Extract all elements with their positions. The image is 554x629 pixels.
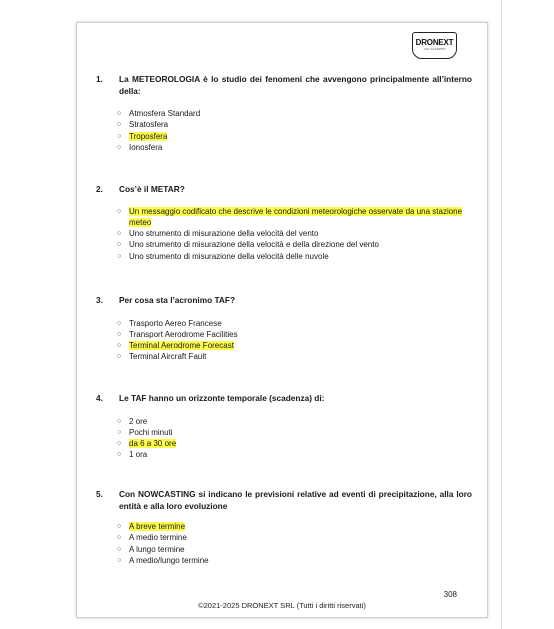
answer-option xyxy=(117,142,472,153)
bullet-icon: ○ xyxy=(117,330,122,338)
option-text: Ionosfera xyxy=(129,142,163,152)
option-text: A medio/lungo termine xyxy=(129,555,209,565)
option-text-highlighted: Terminal Aerodrome Forecast xyxy=(129,341,234,351)
bullet-icon: ○ xyxy=(117,417,122,425)
option-text: A lungo termine xyxy=(129,544,185,554)
option-text: Transport Aerodrome Facilities xyxy=(129,329,238,339)
bullet-icon: ○ xyxy=(117,110,122,117)
dronext-logo xyxy=(412,32,457,59)
answer-option xyxy=(117,416,472,427)
option-text: 1 ora xyxy=(129,450,148,460)
question-text: La METEOROLOGIA è lo studio dei fenomeni che avvengono principalmente all’interno della: xyxy=(119,74,472,96)
option-text: Terminal Aircraft Fault xyxy=(129,352,207,362)
answer-option-correct xyxy=(117,340,472,351)
bullet-icon: ○ xyxy=(117,534,122,542)
answer-options xyxy=(96,318,472,363)
question-number: 1. xyxy=(96,74,103,84)
option-text: A medio termine xyxy=(129,533,187,543)
bullet-icon: ○ xyxy=(117,230,122,238)
question-number: 3. xyxy=(96,295,103,305)
option-text-highlighted: A breve termine xyxy=(129,522,186,531)
bullet-icon: ○ xyxy=(117,252,122,260)
answer-option xyxy=(117,555,472,566)
answer-option xyxy=(117,119,472,130)
question-5 xyxy=(96,489,472,566)
bullet-icon: ○ xyxy=(117,132,122,140)
answer-option xyxy=(117,251,472,262)
answer-option-correct xyxy=(117,438,472,449)
bullet-icon: ○ xyxy=(117,121,122,129)
answer-option xyxy=(117,449,472,460)
question-text: Per cosa sta l’acronimo TAF? xyxy=(119,295,236,305)
answer-option xyxy=(117,427,472,438)
bullet-icon: ○ xyxy=(117,353,122,361)
option-text: Uno strumento di misurazione della velocità delle nuvole xyxy=(129,251,329,261)
logo-subtext: UAV ACADEMY xyxy=(423,47,446,51)
option-text: Uno strumento di misurazione della velocità e della direzione del vento xyxy=(129,240,379,250)
option-text: Pochi minuti xyxy=(129,427,173,437)
option-text-highlighted: Un messaggio codificato che descrive le condizioni meteorologiche osservate da una stazione meteo xyxy=(129,206,463,227)
question-text: Cos’è il METAR? xyxy=(119,184,185,194)
question-1 xyxy=(96,74,472,153)
bullet-icon: ○ xyxy=(117,545,122,553)
option-text: Atmosfera Standard xyxy=(129,109,201,118)
question-3 xyxy=(96,295,472,363)
answer-option xyxy=(117,239,472,250)
bullet-icon: ○ xyxy=(117,319,122,327)
answer-option xyxy=(117,329,472,340)
answer-options xyxy=(96,206,472,262)
answer-option xyxy=(117,318,472,329)
answer-option xyxy=(117,351,472,362)
question-number: 5. xyxy=(96,489,103,499)
logo-text: DRONEXT xyxy=(415,38,454,47)
bullet-icon: ○ xyxy=(117,440,122,448)
option-text-highlighted: da 6 a 30 ore xyxy=(129,439,177,449)
bullet-icon: ○ xyxy=(117,342,122,350)
option-text-highlighted: Troposfera xyxy=(129,131,168,141)
answer-option xyxy=(117,544,472,555)
question-4 xyxy=(96,393,472,461)
question-text: Con NOWCASTING si indicano le previsioni relative ad eventi di precipitazione, alla loro entità e alla loro evoluzione xyxy=(119,489,472,511)
question-text: Le TAF hanno un orizzonte temporale (scadenza) di: xyxy=(119,393,325,403)
question-number: 4. xyxy=(96,393,103,403)
option-text: Stratosfera xyxy=(129,120,169,130)
bullet-icon: ○ xyxy=(117,207,122,215)
bullet-icon: ○ xyxy=(117,556,122,564)
copyright-footer: ©2021-2025 DRONEXT SRL (Tutti i diritti riservati) xyxy=(198,601,366,610)
answer-options xyxy=(96,108,472,153)
option-text: Trasporto Aereo Francese xyxy=(129,318,222,328)
answer-option-correct xyxy=(117,131,472,142)
answer-options xyxy=(96,521,472,566)
answer-option-correct xyxy=(117,206,472,229)
question-2 xyxy=(96,184,472,262)
answer-option xyxy=(117,108,472,119)
bullet-icon: ○ xyxy=(117,428,122,436)
viewer-scrollbar-divider xyxy=(501,0,502,629)
answer-options xyxy=(96,416,472,461)
question-number: 2. xyxy=(96,184,103,194)
option-text: Uno strumento di misurazione della velocità del vento xyxy=(129,229,319,239)
bullet-icon: ○ xyxy=(117,451,122,459)
answer-option xyxy=(117,228,472,239)
answer-option-correct xyxy=(117,521,472,532)
answer-option xyxy=(117,532,472,543)
bullet-icon: ○ xyxy=(117,143,122,151)
bullet-icon: ○ xyxy=(117,523,122,530)
page-number: 308 xyxy=(443,590,457,599)
option-text: 2 ore xyxy=(129,416,148,426)
document-page xyxy=(76,22,488,618)
bullet-icon: ○ xyxy=(117,241,122,249)
